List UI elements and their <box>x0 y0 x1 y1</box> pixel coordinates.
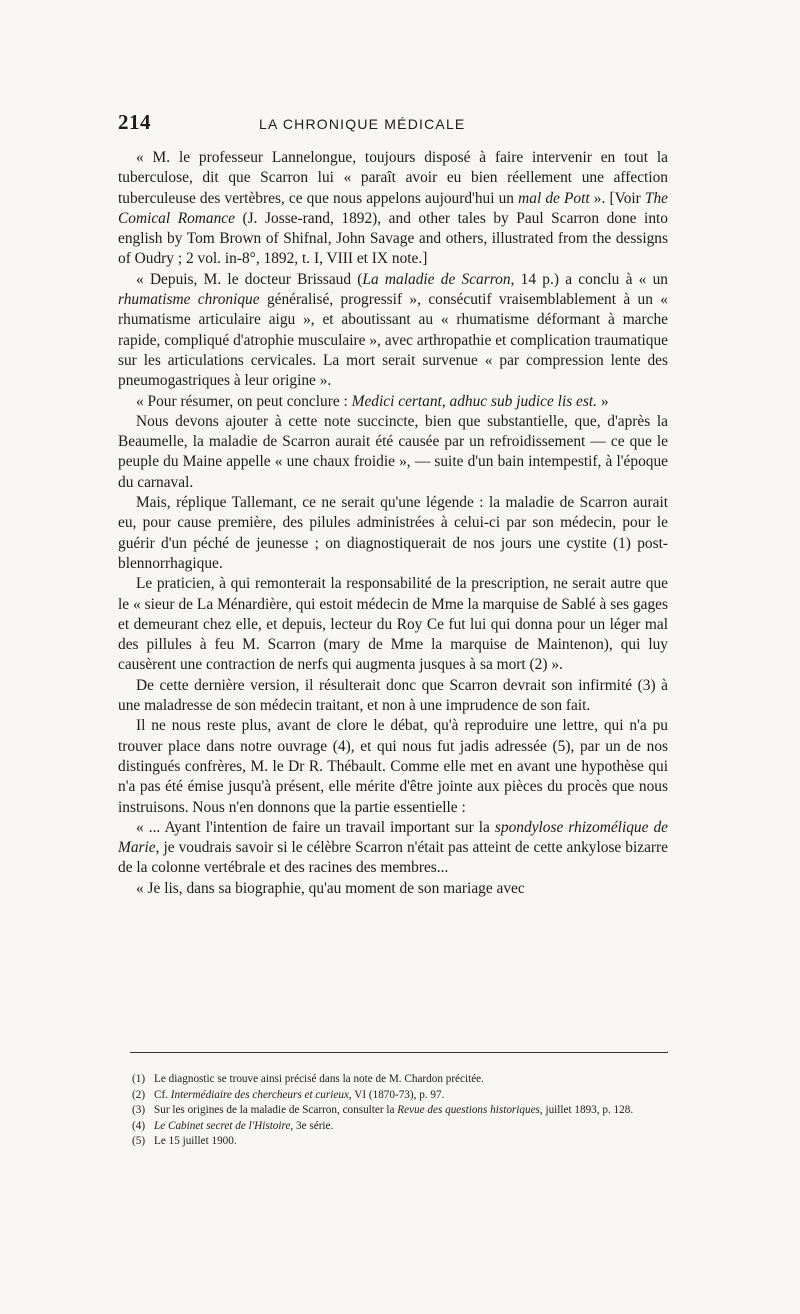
text-run: Nous devons ajouter à cette note succincte, bien que substantielle, que, d'après la Beaumelle, la maladie de Scarron aurait été causée par un refroidissement — ce que le peuple du Maine appelle « une chaux froidie », — suite d'un bain intempestif, à l'époque du carnaval. <box>118 412 668 491</box>
text-run: « Depuis, M. le docteur Brissaud ( <box>136 270 363 288</box>
italic-text: mal de Pott <box>518 189 590 207</box>
page-number: 214 <box>118 110 151 134</box>
footnote <box>118 1072 668 1088</box>
footnote <box>118 1134 668 1150</box>
body-text <box>118 148 668 899</box>
footnote-number: (5) <box>132 1135 146 1147</box>
running-title: LA CHRONIQUE MÉDICALE <box>259 116 466 132</box>
italic-text: The Comical Romance <box>118 189 669 227</box>
paragraph <box>118 493 668 574</box>
text-run: « Pour résumer, on peut conclure : <box>136 392 352 410</box>
paragraph <box>118 392 668 412</box>
italic-text: rhumatisme chronique <box>118 291 260 309</box>
text-run: Le 15 juillet 1900. <box>154 1135 237 1147</box>
text-run: (J. Josse-rand, 1892), and other tales by Paul Scarron done into english by Tom Brown of Shifnal, John Savage and others, illustrated from the dessigns of Oudry ; 2 vol. in-8°, 1892, t. I, VIII et IX note.] <box>118 209 668 268</box>
paragraph <box>118 412 668 493</box>
text-run: « ... Ayant l'intention de faire un travail important sur la <box>136 818 495 836</box>
italic-text: Revue des questions historiques <box>397 1104 540 1116</box>
text-run: Cf. <box>154 1088 171 1101</box>
footnote-number: (4) <box>132 1119 146 1132</box>
paragraph <box>118 270 668 392</box>
text-run: Mais, réplique Tallemant, ce ne serait qu'une légende : la maladie de Scarron aurait eu, pour cause première, des pilules administrées à celui-ci par son médecin, pour le guérir d'un péché de jeunesse ; on diagnostiquerait de nos jours une cystite (1) post-blennorrhagique. <box>118 494 668 572</box>
text-run: , juillet 1893, p. 128. <box>539 1104 634 1116</box>
text-run: , VI (1870-73), p. 97. <box>348 1088 445 1101</box>
paragraph <box>118 676 668 717</box>
footnote-divider <box>130 1052 668 1053</box>
footnote <box>118 1119 668 1135</box>
page-header <box>118 110 668 140</box>
italic-text: Intermédiaire des chercheurs et curieux <box>170 1088 349 1101</box>
text-run: , 14 p.) a conclu à « un <box>510 270 668 288</box>
text-run: , 3e série. <box>290 1119 334 1132</box>
footnote <box>118 1088 668 1104</box>
italic-text: Le Cabinet secret de l'Histoire <box>154 1119 291 1132</box>
text-run: ». [Voir <box>589 189 645 207</box>
italic-text: Medici certant, adhuc sub judice lis est. <box>351 392 597 410</box>
text-run: Le praticien, à qui remonterait la responsabilité de la prescription, ne serait autre que le « sieur de La Ménardière, qui estoit médecin de Mme la marquise de Sablé à ses gages et demeurant chez elle, et depuis, lecteur du Roy Ce fut lui qui donna pour un léger mal des pillules à feu M. Scarron (mary de Mme la marquise de Maintenon), qui luy causèrent une contraction de nerfs qui augmenta jusques à sa mort (2) ». <box>118 575 668 674</box>
footnotes <box>118 1072 668 1150</box>
text-run: « Je lis, dans sa biographie, qu'au moment de son mariage avec <box>136 879 525 897</box>
paragraph <box>118 574 668 675</box>
text-run: généralisé, progressif », consécutif vraisemblablement à un « rhumatisme articulaire aigu », et aboutissant au « rhumatisme déformant à marche rapide, compliqué d'atrophie musculaire », avec arthropathie et complication traumatique sur les articulations cervicales. La mort serait survenue « par compression lente des pneumogastriques à leur origine ». <box>118 291 668 390</box>
footnote-number: (1) <box>132 1073 146 1085</box>
italic-text: La maladie de Scarron <box>362 270 511 288</box>
text-run: , je voudrais savoir si le célèbre Scarron n'était pas atteint de cette ankylose bizarre de la colonne vertébrale et des racines des membres... <box>118 839 668 877</box>
text-run: « M. le professeur Lannelongue, toujours disposé à faire intervenir en tout la tuberculose, dit que Scarron lui « paraît avoir eu bien réellement une affection tuberculeuse des vertèbres, ce que nous appelons aujourd'hui un <box>118 149 668 207</box>
footnote-number: (3) <box>132 1104 146 1116</box>
footnote-number: (2) <box>132 1088 146 1101</box>
paragraph <box>118 818 668 879</box>
text-run: Sur les origines de la maladie de Scarron, consulter la <box>154 1104 398 1116</box>
text-run: » <box>597 392 609 410</box>
italic-text: spondylose rhizomélique de Marie <box>118 818 668 857</box>
paragraph <box>118 879 668 899</box>
text-run: De cette dernière version, il résulterait donc que Scarron devrait son infirmité (3) à une maladresse de son médecin traitant, et non à une imprudence de son fait. <box>118 676 668 715</box>
text-run: Le diagnostic se trouve ainsi précisé dans la note de M. Chardon précitée. <box>154 1073 484 1085</box>
paragraph <box>118 148 668 270</box>
text-run: Il ne nous reste plus, avant de clore le débat, qu'à reproduire une lettre, qui n'a pu trouver place dans notre ouvrage (4), et qui nous fut jadis adressée (5), par un de nos distingués confrères, M. le Dr R. Thébault. Comme elle met en avant une hypothèse qui n'a pas été émise jusqu'à présent, elle mérite d'être jointe aux pièces du procès que nous instruisons. Nous n'en donnons que la partie essentielle : <box>118 717 668 816</box>
paragraph <box>118 716 668 817</box>
footnote <box>118 1103 668 1119</box>
